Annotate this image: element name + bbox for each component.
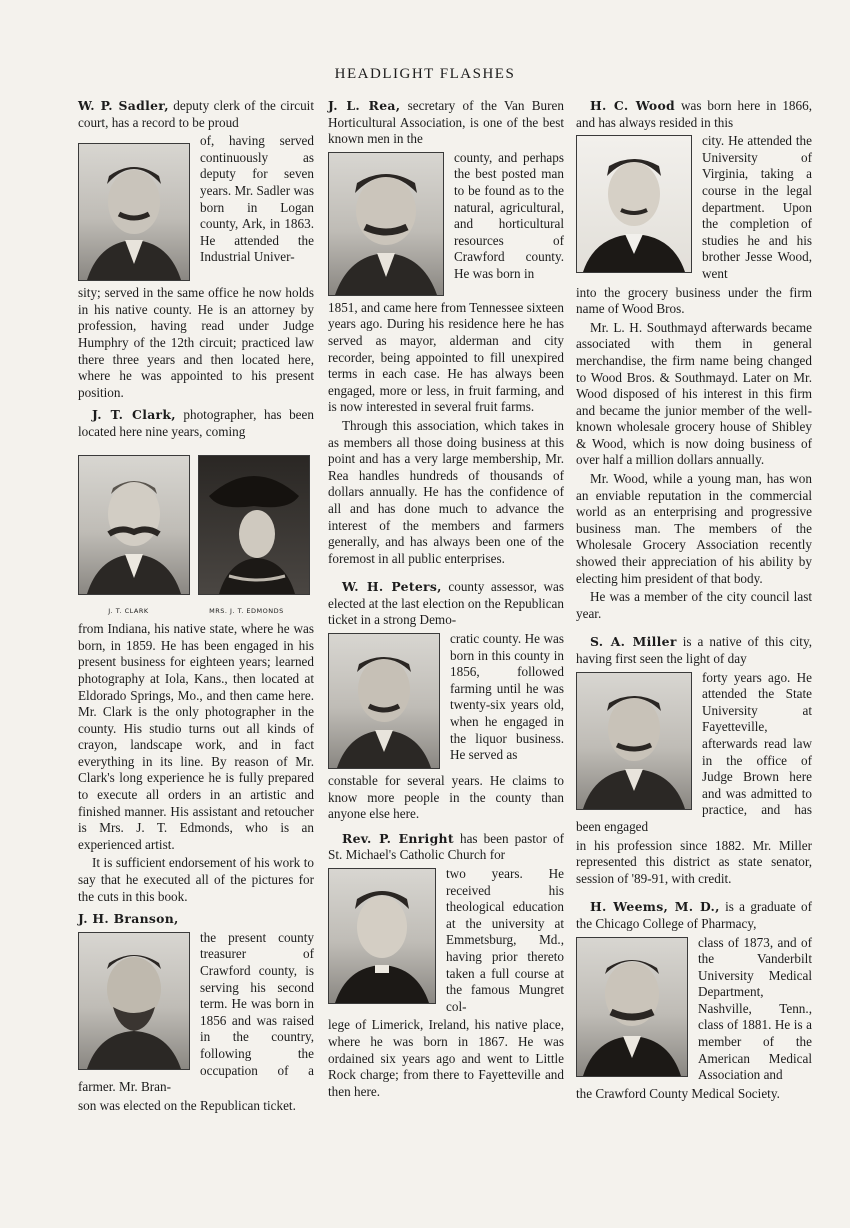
clark-name: J. T. Clark, <box>92 407 176 423</box>
miller-text-beside: forty years ago. He attended the State University at Fayetteville, afterwards read law in the office of Judge Brown here and was admitted to practice, and has been engaged <box>576 669 812 834</box>
column-middle <box>328 98 564 1102</box>
branson-portrait <box>78 932 190 1070</box>
peters-text-beside: cratic county. He was born in this county in 1856, followed farming until he was twenty-six years old, when he engaged in the liquor business. He served as <box>450 631 564 763</box>
weems-text-after: the Crawford County Medical Society. <box>576 1085 780 1101</box>
wood-name: H. C. Wood <box>590 98 675 113</box>
sadler-text-after: sity; served in the same office he now holds in his native county. He is an attorney by profession, having read under Judge Humphry of the 12th circuit; practiced law there three years and then located here, where he was appointed to his present position. <box>78 285 314 400</box>
edmonds-caption: MRS. J. T. EDMONDS <box>209 606 284 615</box>
edmonds-portrait <box>198 455 310 595</box>
enright-intro <box>328 831 564 864</box>
sadler-portrait <box>78 143 190 281</box>
peters-intro <box>328 579 564 629</box>
wood-portrait <box>576 135 692 273</box>
clark-text-after: from Indiana, his native state, where he was born, in 1859. He has been engaged in his present business for eighteen years; learned photography at Iola, Kans., then located at Eldorado Springs, Mo., and then came here. Mr. Clark is the only photographer in the county. His studio turns out all kinds of crayon, landscape work, and in fact everything in its line. By reason of Mr. Clark's long experience he is fully prepared to execute all orders in an artistic and finished manner. His assistant and retoucher is Mrs. J. T. Edmonds, who is an experienced artist. <box>78 621 314 852</box>
clark-photo-pair <box>78 455 314 595</box>
branson-text-beside: the present county treasurer of Crawford county, is serving his second term. He was born in 1856 and was raised in the country, following the occupation of a farmer. Mr. Bran- <box>78 929 314 1095</box>
rea-text-after: 1851, and came here from Tennessee sixteen years ago. During his residence here he has served as mayor, alderman and city recorder, being appointed to fill unexpired terms in each case. He has always been engaged, more or less, in fruit farming, and is now interested in several fruit farms. <box>328 299 564 415</box>
clark-text-lead: photographer, has been located here nine years, coming <box>78 407 314 439</box>
weems-intro <box>576 899 812 932</box>
page-title: HEADLIGHT FLASHES <box>334 66 516 82</box>
branson-name: J. H. Branson, <box>78 911 179 927</box>
rea-intro <box>328 98 564 148</box>
wood-southmayd: Mr. L. H. Southmayd afterwards became associated with them in general merchandise, the firm name being changed to Wood Bros. & Southmayd. Later on Mr. Wood disposed of his interest in this firm and became the junior member of the well-known wholesale grocery house of Shibley & Wood, which is now doing business of over half a million dollars annually. <box>576 319 812 468</box>
peters-text-lead: county assessor, was elected at the last election on the Republican ticket in a strong Demo- <box>328 579 565 628</box>
miller-portrait <box>576 672 692 810</box>
rea-name: J. L. Rea, <box>328 98 401 113</box>
column-right <box>576 98 812 1104</box>
clark-intro <box>78 407 314 440</box>
peters-name: W. H. Peters, <box>342 579 442 595</box>
clark-captions <box>78 603 314 620</box>
weems-name: H. Weems, M. D., <box>590 899 720 915</box>
rea-text-beside: county, and perhaps the best posted man to be found as to the natural, agricultural, and horticultural resources of Crawford county. He was born in <box>454 149 564 281</box>
miller-text-lead: is a native of this city, having first seen the light of day <box>576 634 812 666</box>
wood-text-beside: city. He attended the University of Virginia, taking a course in the legal department. Upon the completion of studies he and his brother Jesse Wood, went <box>702 133 812 281</box>
enright-text-after: lege of Limerick, Ireland, his native place, where he was born in 1867. He was ordained six years ago and went to Little Rock charge; from there to Fayetteville and then here. <box>328 1017 564 1099</box>
enright-text-beside: two years. He received his theological education at the university at Emmetsburg, Md., having prior thereto taken a full course at the famous Mungret col- <box>446 866 564 1014</box>
peters-portrait <box>328 633 440 769</box>
enright-portrait <box>328 868 436 1004</box>
wood-council: He was a member of the city council last year. <box>576 589 812 621</box>
peters-text-after: constable for several years. He claims to know more people in the county than anyone else here. <box>328 773 564 822</box>
miller-intro <box>576 634 812 667</box>
branson-text-after: son was elected on the Republican ticket. <box>78 1097 296 1113</box>
sadler-name: W. P. Sadler, <box>78 98 169 113</box>
branson-name-line <box>78 911 314 928</box>
rea-text-lead: secretary of the Van Buren Horticultural Association, is one of the best known men in the <box>328 98 564 147</box>
wood-text-lead: was born here in 1866, and has always resided in this <box>576 98 813 130</box>
enright-name: Rev. P. Enright <box>342 830 454 846</box>
sadler-text-beside: of, having served continuously as deputy for seven years. Mr. Sadler was born in Logan county, Ark, in 1863. He attended the Industrial Univer- <box>200 133 314 265</box>
sadler-text-lead: deputy clerk of the circuit court, has a record to be proud <box>78 98 315 130</box>
rea-association: Through this association, which takes in as members all those doing business at this point and has a very large membership, Mr. Rea handles hundreds of thousands of dollars annually. He has the confidence of all and has done much to advance the interest of the members and farmers generally, and has always been one of the foremost in all public enterprises. <box>328 417 564 566</box>
weems-text-lead: is a graduate of the Chicago College of Pharmacy, <box>576 899 813 931</box>
weems-portrait <box>576 937 688 1077</box>
clark-caption: J. T. CLARK <box>108 606 149 615</box>
wood-intro <box>576 98 812 131</box>
column-left <box>78 98 314 1116</box>
wood-text-after: into the grocery business under the firm name of Wood Bros. <box>576 284 812 317</box>
rea-portrait <box>328 152 444 296</box>
weems-text-beside: class of 1873, and of the Vanderbilt University Medical Department, Nashville, Tenn., class of 1881. He is a member of the American Medical Association and <box>698 934 812 1083</box>
miller-name: S. A. Miller <box>590 634 677 650</box>
wood-young-man: Mr. Wood, while a young man, has won an enviable reputation in the commercial world as an enterprising and progressive business man. The members of the Wholesale Grocery Association recently showed their appreciation of his ability by electing him president of that body. <box>576 471 812 586</box>
miller-text-after: in his profession since 1882. Mr. Miller represented this district as state senator, session of '89-91, with credit. <box>576 837 812 886</box>
clark-portrait <box>78 455 190 595</box>
sadler-intro <box>78 98 314 131</box>
clark-endorsement: It is sufficient endorsement of his work to say that he executed all of the pictures for the cuts in this book. <box>78 855 314 904</box>
enright-text-lead: has been pastor of St. Michael's Catholic Church for <box>328 830 564 863</box>
